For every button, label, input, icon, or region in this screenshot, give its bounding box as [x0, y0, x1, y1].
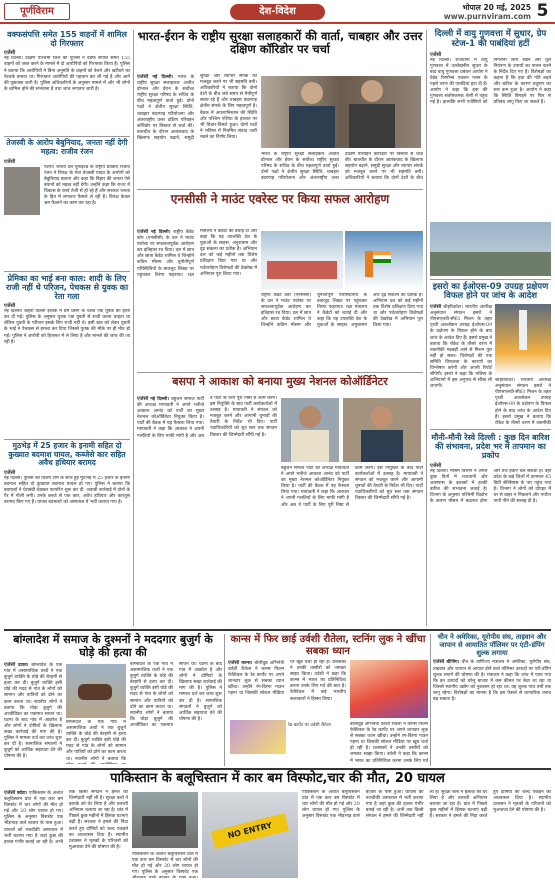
article-b2: [228, 660, 346, 718]
summit-photo: [345, 231, 423, 289]
m2-body: [137, 229, 423, 369]
dateline-c1: क्वेटा।: [16, 791, 28, 796]
byline-b2: एजेंसी: [228, 660, 240, 666]
dateline-b1: ढाका।: [18, 663, 29, 668]
article-m1: [137, 74, 257, 186]
climbers-group: [267, 261, 337, 279]
text-b3: चीन के वाणिज्य मंत्रालय ने अमेरिका, यूरोपीय संघ, ताइवान और जापान से आयात होने वाले पॉलिमर उत्पादों पर एंटी-डंपिंग शुल्क लगाने की घोषणा की है। मंत्रालय ने कहा कि जांच में पाया गया कि इन उत्पादों को घरेलू बाजार में कम कीमत पर बेचा जा रहा था जिससे स्थानीय उद्योग को नुकसान हो रहा था। यह शुल्क पांच वर्षों तक लागू रहेगा। विशेषज्ञों का मानना है कि इस फैसले से व्यापारिक तनाव बढ़ सकता है।: [433, 660, 551, 702]
article-m3: [137, 396, 277, 546]
page-number: 5: [536, 1, 549, 21]
text-m2-cont: राष्ट्रीय कैडेट कोर (एनसीसी) के दल ने माउंट एवरेस्ट पर सफलतापूर्वक आरोहण कर इतिहास रच दिया। दल में छात्र और छात्रा कैडेट शामिल थे जिन्होंने कठिन मौसम और चुनौतीपूर्ण परिस्थितियों के बावजूद शिखर पर पहुंचकर तिरंगा फहराया। रक्षा मंत्रालय ने कैडेटों को बधाई दी और कहा कि यह उपलब्धि देश के युवाओं के साहस, अनुशासन और दृढ़ संकल्प का प्रतीक है। अभियान दल को कई महीनों तक विशेष प्रशिक्षण दिया गया था और पर्वतारोहण विशेषज्ञों की देखरेख में अभियान पूरा किया गया।: [261, 293, 423, 329]
column-divider: [426, 30, 427, 626]
attire: [291, 430, 329, 462]
article-b1-right: [130, 662, 222, 764]
text-m2: राष्ट्रीय कैडेट कोर (एनसीसी) के दल ने माउंट एवरेस्ट पर सफलतापूर्वक आरोहण कर इतिहास रच दिया। दल में छात्र और छात्रा कैडेट शामिल थे जिन्होंने कठिन मौसम और चुनौतीपूर्ण परिस्थितियों के बावजूद शिखर पर पहुंचकर तिरंगा फहराया। रक्षा मंत्रालय ने कैडेटों को बधाई दी और कहा कि यह उपलब्धि देश के युवाओं के साहस, अनुशासन और दृढ़ संकल्प का प्रतीक है। अभियान दल को कई महीनों तक विशेष प्रशिक्षण दिया गया था और पर्वतारोहण विशेषज्ञों की देखरेख में अभियान पूरा किया गया।: [137, 229, 257, 278]
barrier-sign: NO ENTRY: [211, 813, 289, 849]
headline-b1: बांग्लादेश में समाज के दुश्मनों ने मददगार बुजुर्ग के घोड़े की हत्या की: [13, 633, 213, 659]
dateline-m2: नई दिल्ली।: [150, 230, 171, 235]
article-s4: नई दिल्ली। पुलिस की विशेष टीम के साथ हुई मुठभेड़ में 25 हजार के इनामी बदमाश सहित दो कुख्यात बदमाश घायल हो गए। पुलिस ने बताया कि बदमाशों ने घेराबंदी देखकर फायरिंग शुरू कर दी, जवाबी कार्रवाई में दोनों के पैर में गोली लगी। उनके कब्जे से एक कार, अवैध हथियार और कारतूस बरामद किए गए हैं। घायल बदमाशों को अस्पताल में भर्ती कराया गया है।: [4, 476, 130, 506]
person-photo: [4, 167, 40, 215]
article-m3-cont: [281, 466, 423, 546]
m3-body: [137, 396, 423, 546]
headline-c1: पाकिस्तान के बलूचिस्तान में कार बम विस्फोट,चार की मौत, 20 घायल: [110, 771, 445, 786]
everest-team-photo: [261, 231, 343, 289]
byline-c1: एजेंसी: [4, 790, 16, 796]
byline-m3: एजेंसी: [137, 396, 149, 402]
text-b2: बॉलीवुड अभिनेत्री उर्वशी रौतेला ने कान्स फिल्म फेस्टिवल के रेड कार्पेट पर अपने शानदार लुक से सबका ध्यान खींचा। उन्होंने रंग-बिरंगा गाउन पहना था जिसकी सोशल मीडिया पर खूब चर्चा हो रही है। प्रशंसकों ने उनकी तस्वीरों को जमकर साझा किया। उर्वशी ने कहा कि कान्स में भारत का प्रतिनिधित्व करना उनके लिए गर्व की बात है। फेस्टिवल में कई भारतीय कलाकारों ने हिस्सा लिया।: [228, 660, 346, 702]
text-c1-mid: पाकिस्तान के अशांत बलूचिस्तान प्रांत में एक कार बम विस्फोट में चार लोगों की मौत हो गई और 20 लोग घायल हो गए। पुलिस के अनुसार विस्फोट एक: [132, 852, 198, 876]
wreckage: [142, 816, 186, 836]
bottom-middle-story: [228, 634, 428, 766]
rocket: [519, 310, 527, 350]
text-b1: बांग्लादेश के एक गांव में असामाजिक तत्वों ने एक बुजुर्ग व्यक्ति के घोड़े की बेरहमी से हत्या कर दी। बुजुर्ग व्यक्ति इसी घोड़े की मदद से गांव के लोगों को सामान और यात्रियों को ढोने का काम करता था। स्थानीय लोगों ने बताया कि घोड़ा बुजुर्ग की आजीविका का एकमात्र साधन था। घटना के बाद गांव में आक्रोश है और लोगों ने दोषियों के खिलाफ सख्त कार्रवाई की मांग की है। पुलिस ने मामला दर्ज कर जांच शुरू कर दी है। सामाजिक संगठनों ने बुजुर्ग को आर्थिक सहायता देने की घोषणा की है।: [4, 663, 62, 760]
divider: [137, 372, 423, 373]
website-link[interactable]: www.purnviram.com: [443, 12, 531, 21]
column-divider: [430, 634, 431, 766]
bottom-right-story: [433, 634, 551, 766]
text-b2-cont: बॉलीवुड अभिनेत्री उर्वशी रौतेला ने कान्स फिल्म फेस्टिवल के रेड कार्पेट पर अपने शानदार लुक से सबका ध्यान खींचा। उन्होंने रंग-बिरंगा गाउन पहना था जिसकी सोशल मीडिया पर खूब चर्चा हो रही है। प्रशंसकों ने उनकी तस्वीरों को जमकर साझा किया। उर्वशी ने कहा कि कान्स में भारत का प्रतिनिधित्व करना उनके लिए गर्व: [350, 722, 428, 764]
article-b2-cont: [350, 722, 428, 764]
article-s1: नई दिल्ली। दक्षिण पश्चिमी जिले की पुलिस ने वक्फ संपत्ति समेत 155 वाहनों को जब्त करने के मामले में दो आरोपियों को गिरफ्तार किया है। पुलिस ने बताया कि आरोपियों ने बिना अनुमति के वाहनों को बेचने और खरीदने का नेटवर्क बनाया था। गिरफ्तार आरोपियों की पहचान कर ली गई है और आगे की पूछताछ जारी है। पुलिस अधिकारियों के अनुसार मामले में और भी लोगों के शामिल होने की संभावना है तथा जांच लगातार जारी है।: [4, 56, 130, 92]
c1-body: [4, 790, 551, 878]
skyline: [430, 252, 551, 276]
headline-m1: भारत-ईरान के राष्ट्रीय सुरक्षा सलाहकारों की वार्ता, चाबहार और उत्तर दक्षिण कॉरिडोर पर चर्चा: [137, 29, 423, 57]
edition-date: भोपाल 20 मई, 2025: [462, 3, 531, 12]
headline-r1: दिल्ली में वायु गुणवत्ता में सुधार, ग्रेप स्टेज-1 की पाबंदियां हटीं: [434, 29, 547, 49]
suit-left: [289, 106, 335, 148]
byline-r1: एजेंसी: [430, 51, 442, 58]
suit-right: [349, 104, 395, 148]
face: [299, 406, 321, 428]
urvashi-photo-1: [230, 720, 286, 754]
divider: [4, 136, 130, 137]
sky-photo: [430, 222, 551, 276]
article-m2: [137, 229, 257, 369]
text-m3-cont: बहुजन समाज पार्टी की अध्यक्ष मायावती ने अपने भतीजे आकाश आनंद को पार्टी का मुख्य नेशनल कोऑर्डिनेटर नियुक्त किया है। पार्टी की बैठक में यह फैसला लिया गया। मायावती ने कहा कि आकाश ने अपनी गलतियों के लिए माफी मांगी है और अब वे पार्टी के लिए पूरी निष्ठा से काम करेंगे। इस नियुक्ति के बाद पार्टी कार्यकर्ताओं में उत्साह है। मायावती ने संगठन को मजबूत करने और आगामी चुनावों की तैयारी के निर्देश भी दिए। पार्टी पदाधिकारियों को बूथ स्तर तक संगठन विस्तार की जिम्मेदारी सौंपी गई है।: [281, 466, 423, 508]
headline-r3: मौनी-मौनी रेस्वे दिल्ली : कुछ दिन बारिश की संभावना, प्रदेश भर में तापमान का प्रकोप: [431, 433, 550, 461]
headline-s4: मुठभेड़ में 25 हजार के इनामी सहित दो कुख्यात बदमाश घायल, कब्जेसे कार सहित अवैध हथियार बरामद: [8, 441, 126, 468]
bottom-story: [4, 772, 551, 880]
article-s2: पटना। जनता दल यूनाइटेड के राष्ट्रीय प्रवक्ता राजीव रंजन ने विपक्ष के नेता तेजस्वी यादव के आरोपों को बेबुनियाद बताया और कहा कि बिहार की जनता ऐसे बयानों को महत्व नहीं देगी। उन्होंने कहा कि राज्य में विकास के कार्य तेजी से हो रहे हैं और सरकार जनता के हित में लगातार फैसले ले रही है। विपक्ष केवल भ्रम फैलाने का काम कर रहा है।: [44, 164, 130, 207]
face-left: [301, 82, 323, 104]
byline-s2: एजेंसी: [4, 158, 16, 165]
article-b1-cont: [66, 720, 126, 764]
byline-b3: एजेंसी: [433, 659, 445, 666]
headline-b3: चीन ने अमेरिका, यूरोपीय संघ, ताइवान और जापान से आयातित पॉलिमर पर एंटी-डंपिंग शुल्क लगाया: [437, 633, 547, 657]
photo-caption: रेड कार्पेट पर उर्वशी रौतेला: [288, 723, 331, 728]
mayawati-photo: [281, 398, 339, 462]
headline-m3: बसपा ने आकाश को बनाया मुख्य नेशनल कोऑर्डिनेटर: [172, 375, 388, 388]
divider: [4, 271, 130, 272]
article-b3: [433, 659, 551, 751]
dateline-m3: नई दिल्ली।: [150, 397, 169, 402]
flag-pole: [365, 251, 373, 277]
headline-s1: वक्फसंपत्ति समेत 155 वाहनों में शामिल दो गिरफ्तार: [7, 30, 127, 49]
tricolor-flag: [373, 251, 391, 263]
article-c1-right: [302, 790, 551, 878]
headline-b2: कान्स में फिर छाई उर्वशी रौतेला, स्टनिंग लुक ने खींचा सबका ध्यान: [230, 634, 426, 657]
horse-body: [78, 684, 112, 700]
byline-s3: एजेंसी: [4, 303, 16, 310]
byline-m1: एजेंसी: [137, 74, 149, 80]
text-c1: पाकिस्तान के अशांत बलूचिस्तान प्रांत में एक कार बम विस्फोट में चार लोगों की मौत हो गई और 20 लोग घायल हो गए। पुलिस के अनुसार विस्फोट एक भीड़भाड़ वाले बाजार के पास हुआ। घायलों को नजदीकी अस्पताल में भर्ती कराया गया है जहां कुछ की हालत गंभीर बताई जा रही है। अभी तक किसी संगठन ने हमले की जिम्मेदारी नहीं ली है। सुरक्षा बलों ने इलाके को घेर लिया है और तलाशी अभियान चलाया जा रहा है। प्रांत में पिछले कुछ महीनों में हिंसक घटनाएं बढ़ी हैं। सरकार ने हमले की निंदा करते हुए दोषियों को जल्द पकड़ने का आश्वासन दिया है। स्थानीय प्रशासन ने मृतकों के परिजनों को मुआवजा देने की घोषणा की है।: [4, 790, 128, 850]
cordon-photo: [202, 792, 298, 878]
akash-photo: [343, 398, 421, 462]
divider: [430, 429, 551, 430]
text-m3: बहुजन समाज पार्टी की अध्यक्ष मायावती ने अपने भतीजे आकाश आनंद को पार्टी का मुख्य नेशनल कोऑर्डिनेटर नियुक्त किया है। पार्टी की बैठक में यह फैसला लिया गया। मायावती ने कहा कि आकाश ने अपनी गलतियों के लिए माफी मांगी है और अब वे पार्टी के लिए पूरी निष्ठा से काम करेंगे। इस नियुक्ति के बाद पार्टी कार्यकर्ताओं में उत्साह है। मायावती ने संगठन को मजबूत करने और आगामी चुनावों की तैयारी के निर्देश भी दिए। पार्टी पदाधिकारियों को बूथ स्तर तक संगठन विस्तार की जिम्मेदारी सौंपी गई है।: [137, 396, 277, 439]
article-m1-cont: [261, 152, 423, 186]
byline-s1: एजेंसी: [4, 50, 16, 57]
article-r3: नई दिल्ली। मौसम विभाग ने अगले कुछ दिनों में राजधानी और आसपास के इलाकों में हल्की बारिश की संभावना जताई है। विभाग के अनुसार पश्चिमी विक्षोभ के कारण मौसम में बदलाव होगा और तेज हवाएं चल सकती हैं। वहीं प्रदेश के कई जिलों में तापमान 45 डिग्री सेल्सियस के पार पहुंच गया है। विभाग ने लोगों को दोपहर में घर से बाहर न निकलने और पर्याप्त पानी पीने की सलाह दी है।: [430, 468, 551, 505]
b1-body: [4, 662, 222, 764]
column-divider: [224, 634, 225, 766]
text-b1-right: बांग्लादेश के एक गांव में असामाजिक तत्वों ने एक बुजुर्ग व्यक्ति के घोड़े की बेरहमी से हत्या कर दी। बुजुर्ग व्यक्ति इसी घोड़े की मदद से गांव के लोगों को सामान और यात्रियों को ढोने का काम करता था। स्थानीय लोगों ने बताया कि घोड़ा बुजुर्ग की आजीविका का एकमात्र साधन था। घटना के बाद गांव में आक्रोश है और लोगों ने दोषियों के खिलाफ सख्त कार्रवाई की मांग की है। पुलिस ने मामला दर्ज कर जांच शुरू कर दी है। सामाजिक संगठनों ने बुजुर्ग को आर्थिक सहायता देने की घोषणा की है।: [130, 662, 222, 728]
article-r2-cont: [495, 378, 551, 426]
divider: [137, 189, 423, 190]
text-m1: भारत के राष्ट्रीय सुरक्षा सलाहकार अजीत डोभाल और ईरान के सर्वोच्च राष्ट्रीय सुरक्षा परिषद के सचिव के बीच महत्वपूर्ण वार्ता हुई। दोनों पक्षों ने क्षेत्रीय सुरक्षा स्थिति, चाबहार बंदरगाह परियोजना और अंतरराष्ट्रीय उत्तर दक्षिण परिवहन कॉरिडोर पर विस्तार से चर्चा की। बातचीत के दौरान आतंकवाद के खिलाफ सहयोग बढ़ाने, समुद्री सुरक्षा और व्यापार संपर्क को मजबूत करने पर भी सहमति बनी। अधिकारियों ने बताया कि दोनों देशों के बीच लंबे समय से मैत्रीपूर्ण संबंध रहे हैं और चाबहार बंदरगाह क्षेत्रीय संपर्क के लिए महत्वपूर्ण है। बैठक में अफगानिस्तान की स्थिति और पश्चिम एशिया के हालात पर भी विचार-विमर्श हुआ। दोनों पक्षों ने भविष्य में नियमित संवाद जारी रखने का निर्णय लिया।: [137, 74, 257, 141]
article-c1: [4, 790, 128, 878]
dateline-b2: कान्स।: [241, 661, 253, 666]
dateline-b3: बीजिंग।: [446, 660, 460, 666]
text-r2: श्रीहरिकोटा। भारतीय अंतरिक्ष अनुसंधान संगठन इसरो ने पीएसएलवी-सी61 मिशन के तहत पृथ्वी अवलोकन उपग्रह ईओएस-09 के प्रक्षेपण के विफल होने के बाद जांच के आदेश दिए हैं। इसरो प्रमुख ने बताया कि रॉकेट के तीसरे चरण में तकनीकी गड़बड़ी आने से मिशन पूरा नहीं हो सका। विशेषज्ञों की एक समिति विफलता के कारणों का विश्लेषण करेगी और अपनी रिपोर्ट सौंपेगी। इसरो ने कहा कि भविष्य के अभियानों में इस अनुभव से सीख ली जाएगी।: [430, 305, 492, 390]
section-divider: [4, 768, 551, 770]
right-column: [430, 30, 551, 626]
section-divider: [4, 629, 551, 631]
horse-photo: [66, 664, 126, 718]
r2-body: [430, 302, 551, 426]
masthead: [0, 0, 555, 24]
rocket-launch-photo: [495, 304, 551, 374]
face: [371, 406, 393, 428]
section-label: देश-विदेश: [230, 4, 325, 20]
left-column: [4, 30, 130, 626]
dateline-m1: नई दिल्ली।: [152, 75, 174, 80]
headline-s2: तेजस्वी के आरोप बेबुनियाद, जनता नहीं देगी महत्व: राजीव रंजन: [6, 138, 128, 156]
blast-site-photo: [132, 792, 198, 848]
byline-m2: एजेंसी: [137, 229, 149, 235]
date-block: [444, 3, 531, 21]
urvashi-photo-2: [350, 660, 428, 718]
column-divider: [133, 30, 134, 626]
article-r2: [430, 304, 492, 426]
article-s3: नई दिल्ली। बाहरी दिल्ली इलाके में प्रेम प्रसंग के चलते एक युवक की हत्या कर दी गई। पुलिस के अनुसार युवक एक युवती से शादी करना चाहता था लेकिन युवती के परिजन इसके लिए राजी नहीं थे। इसी बात को लेकर युवती के भाई ने पेचकस से हमला कर दिया जिससे युवक की मौके पर ही मौत हो गई। पुलिस ने आरोपी को हिरासत में ले लिया है और मामले की जांच की जा रही है।: [4, 309, 130, 345]
middle-column: [137, 30, 423, 626]
text-r2-cont: श्रीहरिकोटा। भारतीय अंतरिक्ष अनुसंधान संगठन इसरो ने पीएसएलवी-सी61 मिशन के तहत पृथ्वी अवलोकन उपग्रह ईओएस-09 के प्रक्षेपण के विफल होने के बाद जांच के आदेश दिए हैं। इसरो प्रमुख ने बताया कि रॉकेट के तीसरे चरण में तकनीकी: [495, 378, 551, 426]
brand-logo: पूर्णविराम: [4, 3, 70, 20]
divider: [430, 279, 551, 280]
byline-s4: एजेंसी: [4, 470, 16, 477]
officials-photo: [261, 76, 421, 148]
b2-body: [228, 660, 428, 764]
byline-b1: एजेंसी: [4, 662, 16, 668]
face-right: [361, 80, 383, 102]
article-b1: [4, 662, 62, 764]
s2-body: [4, 165, 130, 269]
m1-body: [137, 74, 423, 186]
attire: [361, 430, 403, 462]
article-r1: नई दिल्ली। राजधानी में वायु गुणवत्ता में उल्लेखनीय सुधार के बाद वायु गुणवत्ता प्रबंधन आयोग ने ग्रेडेड रिस्पॉन्स एक्शन प्लान के पहले चरण की पाबंदियां हटा दी हैं। आयोग ने कहा कि हवा की गुणवत्ता संतोषजनक श्रेणी में पहुंच गई है। हालांकि सभी एजेंसियों को निगरानी जारी रखने और धूल नियंत्रण के उपायों का पालन करने के निर्देश दिए गए हैं। विशेषज्ञों का कहना है कि हवा की गति बढ़ने और बारिश के कारण प्रदूषण का स्तर कम हुआ है। आयोग ने कहा कि स्थिति बिगड़ने पर फिर से प्रतिबंध लागू किए जा सकते हैं।: [430, 57, 551, 106]
headline-s3: प्रेमिका का भाई बना काल: शादी के लिए राजी नहीं थे परिजन, पेचकस से युवक का रेता गला: [5, 273, 129, 301]
headline-m2: एनसीसी ने माउंट एवरेस्ट पर किया सफल आरोहण: [170, 192, 390, 206]
article-c1-mid: [132, 852, 198, 878]
text-b1-cont: बांग्लादेश के एक गांव में असामाजिक तत्वों ने एक बुजुर्ग व्यक्ति के घोड़े की बेरहमी से हत्या कर दी। बुजुर्ग व्यक्ति इसी घोड़े की मदद से गांव के लोगों को सामान और यात्रियों को ढोने का काम करता था। स्थानीय लोगों ने बताया कि: [66, 720, 126, 762]
article-m2-cont: [261, 293, 423, 369]
bottom-left-story: [4, 634, 222, 766]
text-c1-right: पाकिस्तान के अशांत बलूचिस्तान प्रांत में एक कार बम विस्फोट में चार लोगों की मौत हो गई और 20 लोग घायल हो गए। पुलिस के अनुसार विस्फोट एक भीड़भाड़ वाले बाजार के पास हुआ। घायलों को नजदीकी अस्पताल में भर्ती कराया गया है जहां कुछ की हालत गंभीर बताई जा रही है। अभी तक किसी संगठन ने हमले की जिम्मेदारी नहीं ली है। सुरक्षा बलों ने इलाके को घेर लिया है और तलाशी अभियान चलाया जा रहा है। प्रांत में पिछले कुछ महीनों में हिंसक घटनाएं बढ़ी हैं। सरकार ने हमले की निंदा करते हुए दोषियों को जल्द पकड़ने का आश्वासन दिया है। स्थानीय प्रशासन ने मृतकों के परिजनों को मुआवजा देने की घोषणा की है।: [302, 790, 551, 820]
text-m1-cont: भारत के राष्ट्रीय सुरक्षा सलाहकार अजीत डोभाल और ईरान के सर्वोच्च राष्ट्रीय सुरक्षा परिषद के सचिव के बीच महत्वपूर्ण वार्ता हुई। दोनों पक्षों ने क्षेत्रीय सुरक्षा स्थिति, चाबहार बंदरगाह परियोजना और अंतरराष्ट्रीय उत्तर दक्षिण परिवहन कॉरिडोर पर विस्तार से चर्चा की। बातचीत के दौरान आतंकवाद के खिलाफ सहयोग बढ़ाने, समुद्री सुरक्षा और व्यापार संपर्क को मजबूत करने पर भी सहमति बनी। अधिकारियों ने बताया कि दोनों देशों के बीच: [261, 152, 423, 182]
byline-r3: एजेंसी: [430, 462, 442, 469]
divider: [4, 439, 130, 440]
headline-r2: इसरो का ईओएस-09 उपग्रह प्रक्षेपण विफल होने पर जांच के आदेश: [432, 281, 549, 302]
byline-r2: एजेंसी: [430, 304, 442, 311]
